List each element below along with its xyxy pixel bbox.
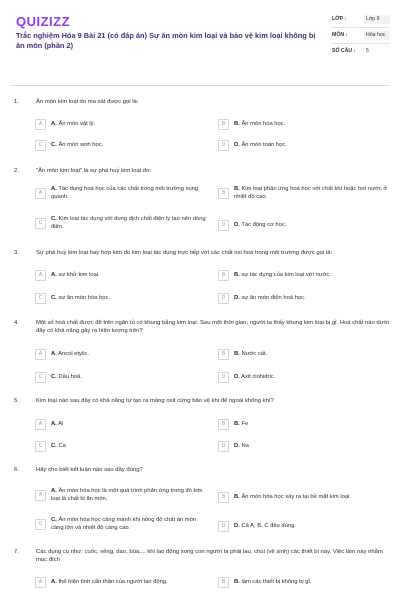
- option-text: Ăn mòn hóa học xảy ra tại bề mặt kim loại.: [241, 493, 351, 500]
- worksheet-meta: [332, 12, 390, 59]
- option-b[interactable]: [218, 577, 390, 588]
- option-letter-box: B: [218, 419, 229, 430]
- option-key: B.: [234, 350, 240, 357]
- option-text: sự tác dụng của kim loại với nước.: [241, 271, 331, 278]
- option-d[interactable]: [218, 293, 390, 304]
- option-text: Ăn mòn sinh học.: [58, 141, 104, 148]
- option-letter-box: A: [35, 490, 46, 501]
- option-key: B.: [234, 493, 240, 500]
- option-key: B.: [234, 271, 240, 278]
- option-key: D.: [234, 294, 240, 301]
- option-c[interactable]: [35, 441, 207, 452]
- option-key: C.: [51, 216, 57, 222]
- option-letter-box: D: [218, 220, 229, 231]
- option-key: B.: [234, 578, 240, 585]
- question-number: 4.: [14, 320, 19, 326]
- option-text: Kim loại phản ứng hoá học với chất khí hoặc hơi nước ở nhiệt độ cao.: [234, 186, 388, 200]
- option-c[interactable]: [35, 216, 207, 231]
- option-b[interactable]: [218, 349, 390, 360]
- option-key: D.: [234, 373, 240, 380]
- option-b[interactable]: [218, 492, 390, 503]
- option-key: B.: [234, 120, 240, 127]
- worksheet-title: Trắc nghiệm Hóa 9 Bài 21 (có đáp án) Sự ăn mòn kim loại và bảo vệ kim loại không bị ăn mòn (phần 2): [16, 31, 316, 50]
- option-key: C.: [51, 141, 57, 148]
- option-letter-box: B: [218, 577, 229, 588]
- option-c[interactable]: [35, 140, 207, 151]
- option-letter-box: B: [218, 188, 229, 199]
- option-text: Cả A, B, C đều đúng.: [241, 522, 296, 529]
- meta-row-count: [332, 44, 390, 59]
- question-text: Ăn mòn kim loại do ma sát được gọi là:: [36, 99, 139, 105]
- option-text: Nước cất.: [241, 350, 268, 357]
- option-key: A.: [51, 120, 57, 127]
- option-b[interactable]: [218, 270, 390, 281]
- question-stem: [14, 250, 394, 258]
- option-key: D.: [234, 522, 240, 529]
- meta-value: Hóa học: [364, 31, 390, 40]
- option-text: Kim loại tác dụng với dung dịch chất điện ly tạo nên dòng điện.: [51, 216, 206, 230]
- meta-label: LỚP :: [332, 16, 347, 22]
- option-text: thể hiện tính cẩn thận của người lao động.: [58, 578, 168, 585]
- option-text: sự khử kim loại.: [58, 271, 100, 278]
- option-letter-box: A: [35, 349, 46, 360]
- option-letter-box: B: [218, 492, 229, 503]
- meta-label: SỐ CÂU :: [332, 48, 356, 55]
- option-text: sự ăn mòn điện hoá học.: [241, 294, 306, 301]
- meta-row-grade: [332, 12, 390, 28]
- option-a[interactable]: [35, 270, 207, 281]
- option-a[interactable]: [35, 419, 207, 430]
- worksheet-header: [0, 0, 400, 78]
- option-a[interactable]: [35, 349, 207, 360]
- option-letter-box: A: [35, 188, 46, 199]
- option-text: Fe: [241, 420, 249, 427]
- option-key: C.: [51, 517, 57, 523]
- option-text: Dầu hoả.: [58, 373, 82, 380]
- meta-label: MÔN :: [332, 32, 348, 39]
- option-key: A.: [51, 271, 57, 278]
- option-a[interactable]: [35, 488, 207, 503]
- option-a[interactable]: [35, 577, 207, 588]
- option-text: Tác dụng hoá học của các chất trong môi trường xung quanh.: [51, 186, 199, 200]
- option-letter-box: B: [218, 349, 229, 360]
- option-d[interactable]: [218, 140, 390, 151]
- question-number: 6.: [14, 467, 19, 473]
- option-letter-box: C: [35, 218, 46, 229]
- question-number: 1.: [14, 99, 19, 105]
- question-text: Hãy cho biết kết luận nào sau đây đúng?: [36, 467, 143, 473]
- option-text: Ăn mòn vật lý.: [58, 120, 96, 127]
- option-d[interactable]: [218, 220, 390, 231]
- option-letter-box: A: [35, 270, 46, 281]
- option-letter-box: D: [218, 140, 229, 151]
- option-key: D.: [234, 221, 240, 228]
- option-b[interactable]: [218, 186, 390, 201]
- option-key: D.: [234, 442, 240, 449]
- option-b[interactable]: [218, 419, 390, 430]
- question-number: 2.: [14, 168, 19, 174]
- option-text: Al: [58, 420, 64, 427]
- option-key: A.: [51, 578, 57, 585]
- option-c[interactable]: [35, 293, 207, 304]
- option-key: A.: [51, 420, 57, 427]
- option-a[interactable]: [35, 119, 207, 130]
- option-c[interactable]: [35, 517, 207, 532]
- question-stem: [14, 320, 394, 336]
- option-text: Ăn mòn toán học.: [241, 141, 287, 148]
- question-text: Các dụng cụ như: cuốc, xẻng, dao, búa,... khi lao động xong con người ta phải lau, chùi (vệ sinh) các thiết bị này. Việc làm này nhằm mục đích: [36, 549, 383, 563]
- question-text: Sự phá huỷ kim loại hay hợp kim do kim loại tác dụng trực tiếp với các chất oxi hoá trong môi trường được gọi là:: [36, 250, 333, 256]
- option-letter-box: D: [218, 293, 229, 304]
- option-key: A.: [51, 186, 57, 192]
- quizizz-logo: QUIZIZZ: [16, 14, 71, 29]
- option-key: C.: [51, 373, 57, 380]
- option-key: A.: [51, 488, 57, 494]
- option-text: Axit clohidric.: [241, 373, 276, 380]
- option-letter-box: A: [35, 577, 46, 588]
- option-key: C.: [51, 294, 57, 301]
- option-text: Ca: [58, 442, 66, 449]
- question-text: Kim loại nào sau đây có khả năng tự tạo ra màng oxit cứng bảo vệ khi để ngoài không khí?: [36, 398, 274, 404]
- option-letter-box: B: [218, 270, 229, 281]
- option-letter-box: D: [218, 441, 229, 452]
- option-letter-box: A: [35, 119, 46, 130]
- option-text: làm các thiết bị không bị gỉ.: [241, 578, 312, 585]
- option-key: B.: [234, 186, 240, 192]
- option-letter-box: C: [35, 140, 46, 151]
- question-stem: [14, 398, 394, 406]
- question-text: "Ăn mòn kim loại" là sự phá huỷ kim loại do:: [36, 168, 151, 174]
- option-letter-box: C: [35, 441, 46, 452]
- question-stem: [14, 467, 394, 475]
- option-d[interactable]: [218, 441, 390, 452]
- meta-value: 5: [366, 48, 369, 55]
- option-key: B.: [234, 420, 240, 427]
- option-d[interactable]: [218, 372, 390, 383]
- meta-value: Lớp 9: [364, 15, 390, 24]
- option-letter-box: C: [35, 519, 46, 530]
- option-b[interactable]: [218, 119, 390, 130]
- option-c[interactable]: [35, 372, 207, 383]
- option-letter-box: C: [35, 372, 46, 383]
- option-a[interactable]: [35, 186, 207, 201]
- option-text: Ăn mòn hóa học là một quá trình phản ứng trong đó kim loại là chất bị ăn mòn.: [51, 488, 203, 502]
- question-text: Một số hoá chất được để trên ngăn tủ có khung bằng kim loại. Sau một thời gian, người ta thấy khung kim loại bị gỉ. Hoá chất nào dưới đây có khả năng gây ra hiện tượng trên?: [36, 320, 389, 334]
- option-text: Ăn mòn hóa học càng mạnh khi nồng độ chất ăn mòn càng lớn và nhiệt độ càng cao.: [51, 517, 197, 531]
- option-text: Ăn mòn hóa học.: [241, 120, 286, 127]
- question-number: 3.: [14, 250, 19, 256]
- question-stem: [14, 168, 394, 176]
- option-text: Tác động cơ học.: [241, 221, 287, 228]
- option-key: A.: [51, 350, 57, 357]
- meta-row-subject: [332, 28, 390, 44]
- option-text: Na: [241, 442, 249, 449]
- option-key: C.: [51, 442, 57, 449]
- question-number: 5.: [14, 398, 19, 404]
- option-text: sự ăn mòn hóa học.: [58, 294, 111, 301]
- option-letter-box: D: [218, 372, 229, 383]
- option-letter-box: A: [35, 419, 46, 430]
- header-divider: [10, 85, 390, 86]
- option-text: Ancol etylic.: [58, 350, 90, 357]
- option-letter-box: B: [218, 119, 229, 130]
- option-letter-box: C: [35, 293, 46, 304]
- option-letter-box: D: [218, 521, 229, 532]
- question-number: 7.: [14, 549, 19, 555]
- option-key: D.: [234, 141, 240, 148]
- question-stem: [14, 99, 394, 107]
- option-d[interactable]: [218, 521, 390, 532]
- question-stem: [14, 549, 394, 565]
